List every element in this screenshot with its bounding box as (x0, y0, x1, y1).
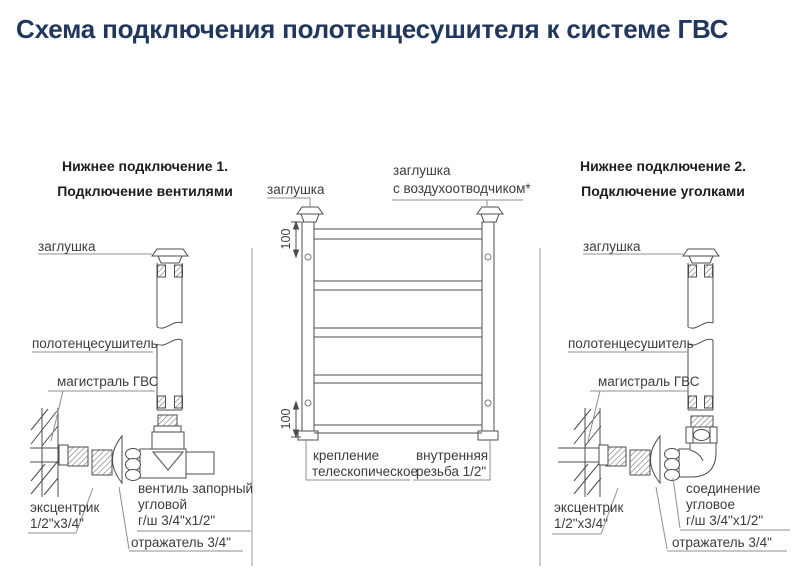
left-valve-label-line2: угловой (138, 497, 187, 512)
right-towel-rail-label: полотенцесушитель (568, 336, 694, 351)
center-thread-label-line1: внутренняя (416, 448, 489, 463)
wall-drawing (30, 408, 68, 497)
left-cap-label: заглушка (38, 239, 96, 254)
center-vent-cap-label-line2: с воздухоотводчиком* (393, 181, 531, 196)
center-thread-label-line2: резьба 1/2" (416, 464, 487, 479)
right-elbow-label-line1: соединение (686, 481, 761, 496)
eccentric-drawing (606, 447, 650, 475)
rosette-drawing (651, 436, 661, 483)
angle-valve-drawing (126, 415, 215, 481)
left-hws-main-label: магистраль ГВС (57, 374, 159, 389)
left-section-heading-2: Подключение вентилями (57, 183, 233, 199)
pipe-cap-drawing (683, 249, 719, 263)
left-eccentric-label-line2: 1/2"х3/4" (30, 516, 84, 531)
right-section-heading-2: Подключение уголками (581, 183, 745, 199)
left-reflector-label: отражатель 3/4" (131, 535, 231, 550)
center-mount-label-line1: крепление (313, 448, 380, 463)
right-cap-label: заглушка (583, 239, 641, 254)
rosette-drawing (113, 436, 123, 483)
left-eccentric-label-line1: эксцентрик (30, 500, 100, 515)
left-valve-connection-drawing (30, 249, 214, 497)
eccentric-drawing (68, 447, 112, 475)
right-section-heading-1: Нижнее подключение 2. (579, 158, 747, 174)
page-title: Схема подключения полотенцесушителя к системе ГВС (16, 14, 729, 44)
left-valve-label-line1: вентиль запорный (138, 481, 254, 496)
center-mount-label-line2: телескопическое (312, 464, 419, 479)
left-towel-rail-label: полотенцесушитель (32, 336, 158, 351)
right-hws-main-label: магистраль ГВС (598, 374, 700, 389)
right-reflector-label: отражатель 3/4" (672, 535, 772, 550)
center-vent-cap-label-line1: заглушка (393, 163, 451, 178)
wall-drawing (558, 408, 608, 497)
dimension-top-label: 100 (279, 228, 293, 250)
riser-pipe-drawing (157, 263, 183, 410)
dimension-bottom-label: 100 (279, 408, 293, 430)
rail-cap-left-drawing (297, 207, 323, 222)
rail-rungs-drawing (314, 229, 482, 433)
left-valve-label-line3: г/ш 3/4"х1/2" (138, 513, 216, 528)
right-elbow-label-line3: г/ш 3/4"х1/2" (686, 513, 764, 528)
elbow-fitting-drawing (665, 416, 718, 481)
pipe-cap-drawing (152, 249, 188, 263)
center-cap-label: заглушка (267, 182, 325, 197)
rail-cap-right-drawing (477, 207, 503, 222)
right-eccentric-label-line2: 1/2"х3/4" (554, 516, 608, 531)
right-elbow-connection-drawing (558, 249, 719, 497)
right-eccentric-label-line1: эксцентрик (554, 500, 624, 515)
towel-rail-drawing (291, 207, 503, 440)
left-section-heading-1: Нижнее подключение 1. (61, 158, 229, 174)
right-elbow-label-line2: угловое (686, 497, 735, 512)
